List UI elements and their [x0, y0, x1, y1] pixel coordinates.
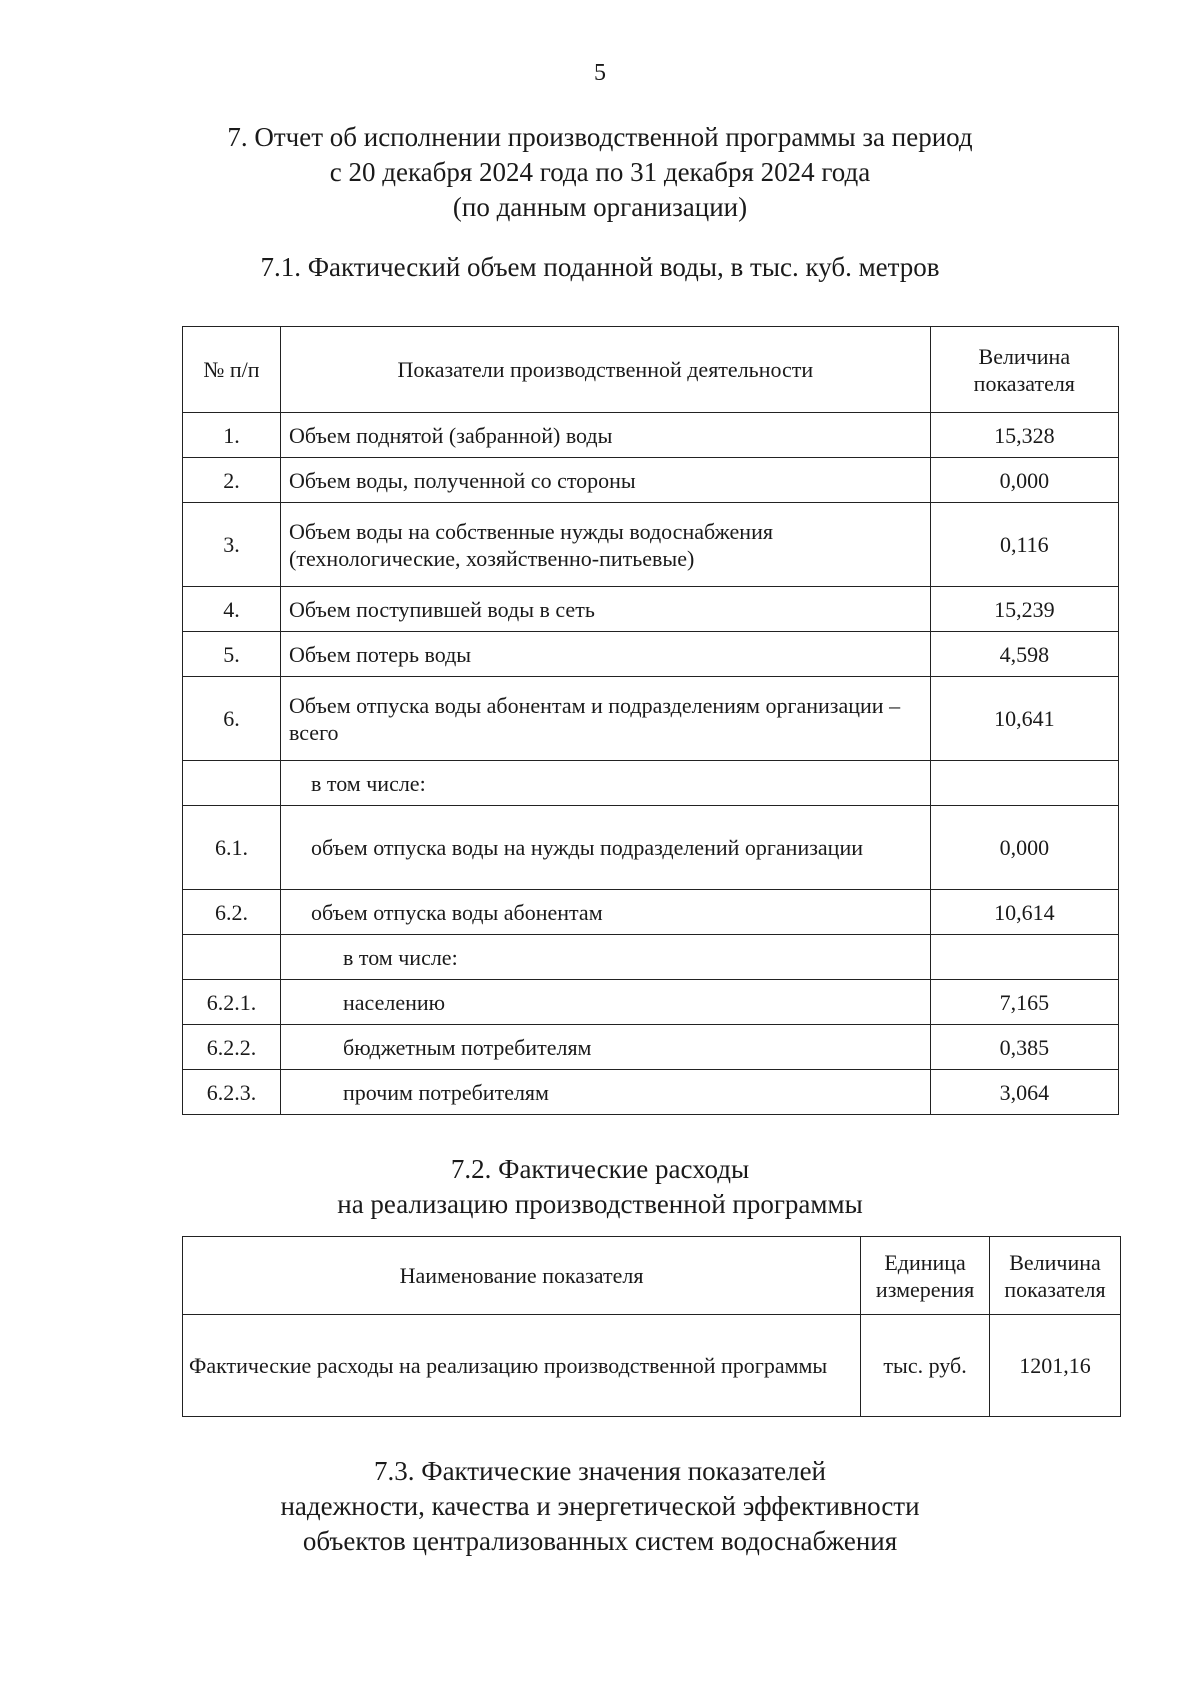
row-value: 10,614 [930, 890, 1118, 935]
section-7-2-title [0, 1152, 1200, 1222]
row-name: Объем воды, полученной со стороны [281, 458, 931, 503]
table-row [183, 632, 1119, 677]
section-7-title-line1: 7. Отчет об исполнении производственной программы за период [227, 122, 973, 152]
header-name: Показатели производственной деятельности [281, 327, 931, 413]
row-name: в том числе: [281, 761, 931, 806]
section-7-title [0, 120, 1200, 225]
table-row [183, 413, 1119, 458]
section-7-3-title [0, 1454, 1200, 1559]
section-7-title-line2: с 20 декабря 2024 года по 31 декабря 2024 года [329, 157, 871, 187]
table-header-row [183, 1237, 1121, 1315]
table-row [183, 890, 1119, 935]
section-7-3-title-line3: объектов централизованных систем водоснабжения [302, 1526, 898, 1556]
section-7-title-line3: (по данным организации) [452, 192, 748, 222]
row-value [930, 935, 1118, 980]
row-value: 0,385 [930, 1025, 1118, 1070]
row-num [183, 935, 281, 980]
row-name: объем отпуска воды абонентам [281, 890, 931, 935]
table-row [183, 1315, 1121, 1417]
row-value: 10,641 [930, 677, 1118, 761]
table-header-row [183, 327, 1119, 413]
table-row [183, 980, 1119, 1025]
row-value: 0,000 [930, 458, 1118, 503]
row-name: Объем потерь воды [281, 632, 931, 677]
header-value: Величина показателя [990, 1237, 1121, 1315]
header-name: Наименование показателя [183, 1237, 861, 1315]
row-num: 6.1. [183, 806, 281, 890]
header-value: Величина показателя [930, 327, 1118, 413]
row-value [930, 761, 1118, 806]
water-volume-table [182, 326, 1119, 1115]
table-row [183, 458, 1119, 503]
section-7-3-title-line1: 7.3. Фактические значения показателей [373, 1456, 827, 1486]
row-name: Фактические расходы на реализацию производственной программы [183, 1315, 861, 1417]
table-row [183, 806, 1119, 890]
row-unit: тыс. руб. [861, 1315, 990, 1417]
row-value: 0,116 [930, 503, 1118, 587]
row-name: Объем воды на собственные нужды водоснабжения (технологические, хозяйственно-питьевые) [281, 503, 931, 587]
row-num: 6. [183, 677, 281, 761]
row-value: 15,328 [930, 413, 1118, 458]
row-num: 6.2.1. [183, 980, 281, 1025]
row-name: прочим потребителям [281, 1070, 931, 1115]
row-value: 0,000 [930, 806, 1118, 890]
section-7-1-title [0, 250, 1200, 285]
table-row [183, 1070, 1119, 1115]
row-num [183, 761, 281, 806]
row-num: 5. [183, 632, 281, 677]
section-7-3-title-line2: надежности, качества и энергетической эффективности [280, 1491, 920, 1521]
row-name: Объем отпуска воды абонентам и подразделениям организации – всего [281, 677, 931, 761]
row-num: 6.2.2. [183, 1025, 281, 1070]
table-row [183, 935, 1119, 980]
table-row [183, 503, 1119, 587]
row-name: объем отпуска воды на нужды подразделений организации [281, 806, 931, 890]
section-7-1-title-text: 7.1. Фактический объем поданной воды, в тыс. куб. метров [260, 252, 940, 282]
section-7-2-title-line2: на реализацию производственной программы [337, 1189, 863, 1219]
row-num: 1. [183, 413, 281, 458]
expenses-table [182, 1236, 1121, 1417]
row-name: Объем поднятой (забранной) воды [281, 413, 931, 458]
row-value: 3,064 [930, 1070, 1118, 1115]
row-value: 1201,16 [990, 1315, 1121, 1417]
row-value: 4,598 [930, 632, 1118, 677]
row-value: 15,239 [930, 587, 1118, 632]
row-name: в том числе: [281, 935, 931, 980]
table-row [183, 1025, 1119, 1070]
row-name: населению [281, 980, 931, 1025]
table-row [183, 761, 1119, 806]
table-row [183, 587, 1119, 632]
row-num: 6.2.3. [183, 1070, 281, 1115]
row-num: 6.2. [183, 890, 281, 935]
row-num: 4. [183, 587, 281, 632]
row-num: 3. [183, 503, 281, 587]
row-name: бюджетным потребителям [281, 1025, 931, 1070]
section-7-2-title-line1: 7.2. Фактические расходы [450, 1154, 750, 1184]
header-num: № п/п [183, 327, 281, 413]
table-row [183, 677, 1119, 761]
page-number: 5 [594, 60, 606, 86]
row-name: Объем поступившей воды в сеть [281, 587, 931, 632]
row-value: 7,165 [930, 980, 1118, 1025]
header-unit: Единица измерения [861, 1237, 990, 1315]
row-num: 2. [183, 458, 281, 503]
